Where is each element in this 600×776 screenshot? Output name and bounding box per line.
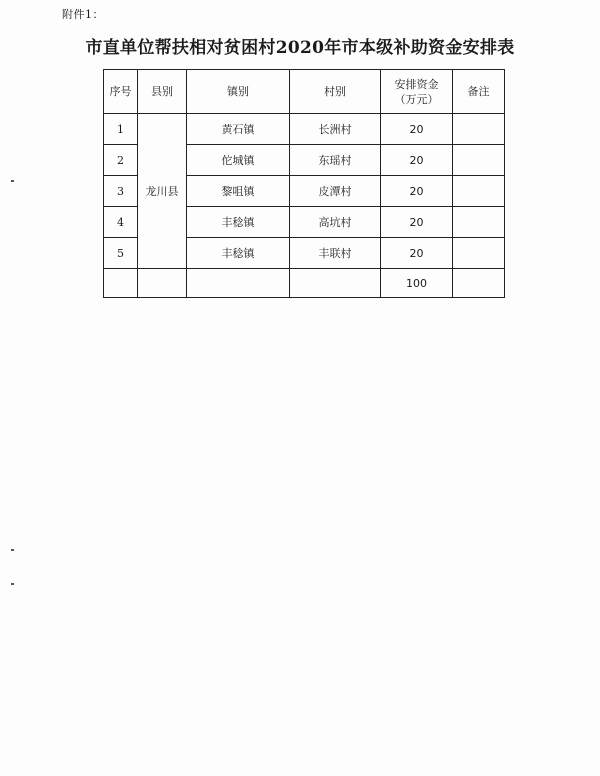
row-amount: 20	[381, 176, 453, 207]
attachment-label: 附件1：	[62, 8, 104, 21]
row-remark	[453, 145, 505, 176]
row-village: 长洲村	[290, 114, 381, 145]
row-seq: 1	[104, 114, 138, 145]
scan-mark	[11, 549, 14, 551]
total-village-cell	[290, 269, 381, 298]
total-row	[104, 269, 505, 298]
header-amount-line2: （万元）	[394, 92, 439, 106]
row-village: 丰联村	[290, 238, 381, 269]
total-remark-cell	[453, 269, 505, 298]
row-town: 佗城镇	[187, 145, 290, 176]
table-row	[104, 114, 505, 145]
header-village: 村别	[290, 70, 381, 114]
allocation-table	[103, 69, 505, 298]
row-remark	[453, 207, 505, 238]
total-county-cell	[138, 269, 187, 298]
header-amount-line1: 安排资金	[394, 77, 439, 91]
row-village: 东瑶村	[290, 145, 381, 176]
row-amount: 20	[381, 238, 453, 269]
row-town: 丰稔镇	[187, 238, 290, 269]
total-seq-cell	[104, 269, 138, 298]
row-village: 皮潭村	[290, 176, 381, 207]
row-remark	[453, 238, 505, 269]
row-amount: 20	[381, 145, 453, 176]
scan-mark	[11, 583, 14, 585]
header-county: 县别	[138, 70, 187, 114]
total-amount: 100	[381, 269, 453, 298]
header-town: 镇别	[187, 70, 290, 114]
row-seq: 5	[104, 238, 138, 269]
row-town: 黎咀镇	[187, 176, 290, 207]
row-seq: 4	[104, 207, 138, 238]
total-town-cell	[187, 269, 290, 298]
row-town: 黄石镇	[187, 114, 290, 145]
county-cell: 龙川县	[138, 114, 187, 269]
row-amount: 20	[381, 114, 453, 145]
row-village: 高坑村	[290, 207, 381, 238]
header-remark: 备注	[453, 70, 505, 114]
header-seq: 序号	[104, 70, 138, 114]
row-remark	[453, 114, 505, 145]
header-amount	[381, 70, 453, 114]
row-remark	[453, 176, 505, 207]
page-title: 市直单位帮扶相对贫困村2020年市本级补助资金安排表	[85, 38, 515, 58]
scan-mark	[11, 180, 14, 182]
row-seq: 3	[104, 176, 138, 207]
table-header-row	[104, 70, 505, 114]
row-amount: 20	[381, 207, 453, 238]
row-town: 丰稔镇	[187, 207, 290, 238]
row-seq: 2	[104, 145, 138, 176]
